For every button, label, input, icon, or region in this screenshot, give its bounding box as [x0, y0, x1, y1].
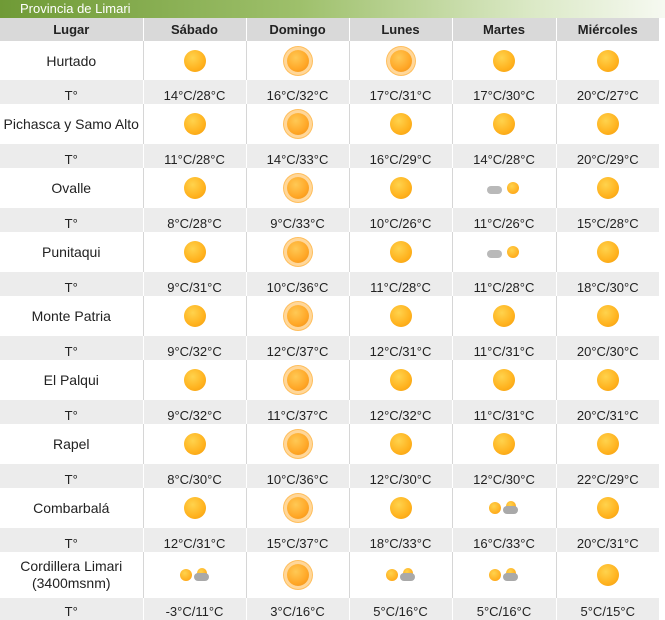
- forecast-cell: [452, 232, 556, 272]
- temperature-range: 8°C/28°C: [143, 208, 246, 232]
- cloud-sun-icon: [487, 244, 521, 260]
- forecast-body: [0, 41, 659, 620]
- sun-icon: [184, 433, 206, 455]
- forecast-cell: [143, 41, 246, 80]
- temperature-range: 18°C/33°C: [349, 528, 452, 552]
- forecast-cell: [246, 168, 349, 208]
- temperature-range: 9°C/33°C: [246, 208, 349, 232]
- forecast-cell: [556, 360, 659, 400]
- sun-cloud-icon: [487, 567, 521, 583]
- province-title: Provincia de Limari: [20, 1, 131, 16]
- sun-icon: [597, 433, 619, 455]
- temperature-row: [0, 80, 659, 104]
- sun-rays-icon: [287, 369, 309, 391]
- sun-icon: [597, 564, 619, 586]
- sun-rays-icon: [287, 113, 309, 135]
- temperature-range: 20°C/31°C: [556, 400, 659, 424]
- forecast-cell: [246, 360, 349, 400]
- temperature-range: 5°C/16°C: [452, 598, 556, 620]
- temperature-row: [0, 336, 659, 360]
- sun-icon: [597, 369, 619, 391]
- location-name: Monte Patria: [31, 308, 111, 324]
- sun-icon: [390, 305, 412, 327]
- forecast-cell: [556, 296, 659, 336]
- forecast-cell: [143, 168, 246, 208]
- column-header-miercoles: Miércoles: [556, 18, 659, 41]
- location-icon-row: [0, 360, 659, 400]
- temperature-label: T°: [0, 336, 143, 360]
- sun-rays-icon: [287, 50, 309, 72]
- temperature-row: [0, 598, 659, 620]
- temperature-range: 5°C/16°C: [349, 598, 452, 620]
- forecast-cell: [452, 296, 556, 336]
- sun-icon: [184, 177, 206, 199]
- temperature-label: T°: [0, 528, 143, 552]
- temperature-range: 10°C/36°C: [246, 464, 349, 488]
- column-header-lugar: Lugar: [0, 18, 143, 41]
- temperature-label: T°: [0, 208, 143, 232]
- location-icon-row: [0, 424, 659, 464]
- forecast-cell: [246, 232, 349, 272]
- temperature-row: [0, 528, 659, 552]
- sun-cloud-icon: [487, 500, 521, 516]
- location-name: Hurtado: [46, 52, 97, 69]
- sun-icon: [493, 113, 515, 135]
- location-name: Punitaqui: [42, 244, 101, 260]
- temperature-range: 11°C/26°C: [452, 208, 556, 232]
- temperature-range: 15°C/37°C: [246, 528, 349, 552]
- temperature-range: 5°C/15°C: [556, 598, 659, 620]
- forecast-cell: [349, 232, 452, 272]
- temperature-range: 14°C/33°C: [246, 144, 349, 168]
- sun-icon: [597, 50, 619, 72]
- temperature-label: T°: [0, 80, 143, 104]
- sun-icon: [390, 113, 412, 135]
- forecast-cell: [556, 232, 659, 272]
- temperature-range: 12°C/30°C: [452, 464, 556, 488]
- temperature-range: 11°C/31°C: [452, 400, 556, 424]
- temperature-row: [0, 464, 659, 488]
- sun-cloud-icon: [178, 567, 212, 583]
- temperature-range: 3°C/16°C: [246, 598, 349, 620]
- column-header-sabado: Sábado: [143, 18, 246, 41]
- temperature-label: T°: [0, 598, 143, 620]
- sun-rays-icon: [287, 497, 309, 519]
- temperature-range: 11°C/28°C: [143, 144, 246, 168]
- forecast-cell: [143, 488, 246, 528]
- forecast-cell: [349, 168, 452, 208]
- temperature-range: 10°C/26°C: [349, 208, 452, 232]
- forecast-cell: [143, 360, 246, 400]
- temperature-range: 20°C/30°C: [556, 336, 659, 360]
- temperature-label: T°: [0, 464, 143, 488]
- sun-rays-icon: [287, 177, 309, 199]
- forecast-cell: [143, 296, 246, 336]
- sun-icon: [390, 497, 412, 519]
- forecast-cell: [556, 168, 659, 208]
- forecast-cell: [452, 552, 556, 598]
- sun-icon: [597, 177, 619, 199]
- cloud-sun-icon: [487, 180, 521, 196]
- sun-icon: [184, 50, 206, 72]
- forecast-cell: [349, 552, 452, 598]
- location-icon-row: [0, 552, 659, 598]
- temperature-range: -3°C/11°C: [143, 598, 246, 620]
- temperature-row: [0, 208, 659, 232]
- sun-icon: [597, 241, 619, 263]
- forecast-cell: [349, 488, 452, 528]
- sun-icon: [390, 241, 412, 263]
- sun-rays-icon: [287, 241, 309, 263]
- forecast-table: [0, 18, 659, 620]
- temperature-range: 16°C/32°C: [246, 80, 349, 104]
- sun-icon: [390, 433, 412, 455]
- sun-icon: [184, 241, 206, 263]
- temperature-range: 11°C/37°C: [246, 400, 349, 424]
- sun-icon: [493, 50, 515, 72]
- temperature-range: 12°C/31°C: [349, 336, 452, 360]
- sun-rays-icon: [287, 564, 309, 586]
- location-name: Pichasca y Samo Alto: [3, 116, 139, 132]
- sun-icon: [493, 305, 515, 327]
- temperature-range: 20°C/27°C: [556, 80, 659, 104]
- forecast-cell: [246, 424, 349, 464]
- sun-icon: [390, 369, 412, 391]
- forecast-cell: [556, 424, 659, 464]
- location-name: Ovalle: [51, 180, 92, 196]
- temperature-row: [0, 272, 659, 296]
- location-icon-row: [0, 232, 659, 272]
- sun-icon: [597, 497, 619, 519]
- temperature-range: 9°C/32°C: [143, 400, 246, 424]
- location-icon-row: [0, 168, 659, 208]
- temperature-range: 11°C/28°C: [349, 272, 452, 296]
- forecast-cell: [246, 104, 349, 144]
- forecast-cell: [452, 360, 556, 400]
- forecast-cell: [452, 424, 556, 464]
- temperature-range: 15°C/28°C: [556, 208, 659, 232]
- temperature-label: T°: [0, 144, 143, 168]
- sun-icon: [184, 305, 206, 327]
- sun-icon: [184, 369, 206, 391]
- temperature-range: 12°C/31°C: [143, 528, 246, 552]
- temperature-range: 14°C/28°C: [143, 80, 246, 104]
- sun-rays-icon: [390, 50, 412, 72]
- forecast-cell: [246, 41, 349, 80]
- temperature-range: 10°C/36°C: [246, 272, 349, 296]
- temperature-range: 20°C/31°C: [556, 528, 659, 552]
- location-icon-row: [0, 41, 659, 80]
- sun-cloud-icon: [384, 567, 418, 583]
- forecast-cell: [556, 488, 659, 528]
- temperature-range: 8°C/30°C: [143, 464, 246, 488]
- forecast-cell: [349, 104, 452, 144]
- forecast-cell: [452, 488, 556, 528]
- forecast-cell: [246, 488, 349, 528]
- temperature-range: 22°C/29°C: [556, 464, 659, 488]
- temperature-range: 18°C/30°C: [556, 272, 659, 296]
- forecast-cell: [349, 296, 452, 336]
- temperature-range: 16°C/33°C: [452, 528, 556, 552]
- forecast-cell: [349, 360, 452, 400]
- location-name: Cordillera Limari (3400msnm): [20, 558, 123, 591]
- forecast-cell: [556, 104, 659, 144]
- temperature-range: 11°C/31°C: [452, 336, 556, 360]
- forecast-cell: [246, 296, 349, 336]
- location-name: El Palqui: [43, 372, 99, 388]
- forecast-cell: [452, 104, 556, 144]
- sun-icon: [597, 113, 619, 135]
- location-name: Rapel: [52, 436, 90, 452]
- province-title-bar: [0, 0, 665, 18]
- column-header-martes: Martes: [452, 18, 556, 41]
- forecast-cell: [452, 168, 556, 208]
- temperature-range: 11°C/28°C: [452, 272, 556, 296]
- forecast-cell: [246, 552, 349, 598]
- location-icon-row: [0, 104, 659, 144]
- temperature-range: 17°C/30°C: [452, 80, 556, 104]
- sun-icon: [493, 433, 515, 455]
- temperature-range: 16°C/29°C: [349, 144, 452, 168]
- forecast-cell: [143, 104, 246, 144]
- forecast-cell: [452, 41, 556, 80]
- location-name: Combarbalá: [33, 500, 110, 516]
- column-header-lunes: Lunes: [349, 18, 452, 41]
- temperature-range: 12°C/37°C: [246, 336, 349, 360]
- sun-icon: [493, 369, 515, 391]
- location-icon-row: [0, 488, 659, 528]
- temperature-row: [0, 144, 659, 168]
- sun-icon: [390, 177, 412, 199]
- temperature-range: 12°C/30°C: [349, 464, 452, 488]
- forecast-cell: [349, 424, 452, 464]
- temperature-range: 14°C/28°C: [452, 144, 556, 168]
- forecast-cell: [556, 552, 659, 598]
- temperature-range: 9°C/32°C: [143, 336, 246, 360]
- temperature-label: T°: [0, 272, 143, 296]
- header-row: [0, 18, 659, 41]
- forecast-cell: [143, 552, 246, 598]
- sun-rays-icon: [287, 305, 309, 327]
- temperature-range: 12°C/32°C: [349, 400, 452, 424]
- sun-icon: [184, 113, 206, 135]
- forecast-cell: [143, 424, 246, 464]
- forecast-cell: [143, 232, 246, 272]
- forecast-cell: [556, 41, 659, 80]
- temperature-range: 17°C/31°C: [349, 80, 452, 104]
- temperature-range: 9°C/31°C: [143, 272, 246, 296]
- location-icon-row: [0, 296, 659, 336]
- temperature-label: T°: [0, 400, 143, 424]
- temperature-row: [0, 400, 659, 424]
- sun-icon: [184, 497, 206, 519]
- temperature-range: 20°C/29°C: [556, 144, 659, 168]
- forecast-cell: [349, 41, 452, 80]
- sun-rays-icon: [287, 433, 309, 455]
- column-header-domingo: Domingo: [246, 18, 349, 41]
- sun-icon: [597, 305, 619, 327]
